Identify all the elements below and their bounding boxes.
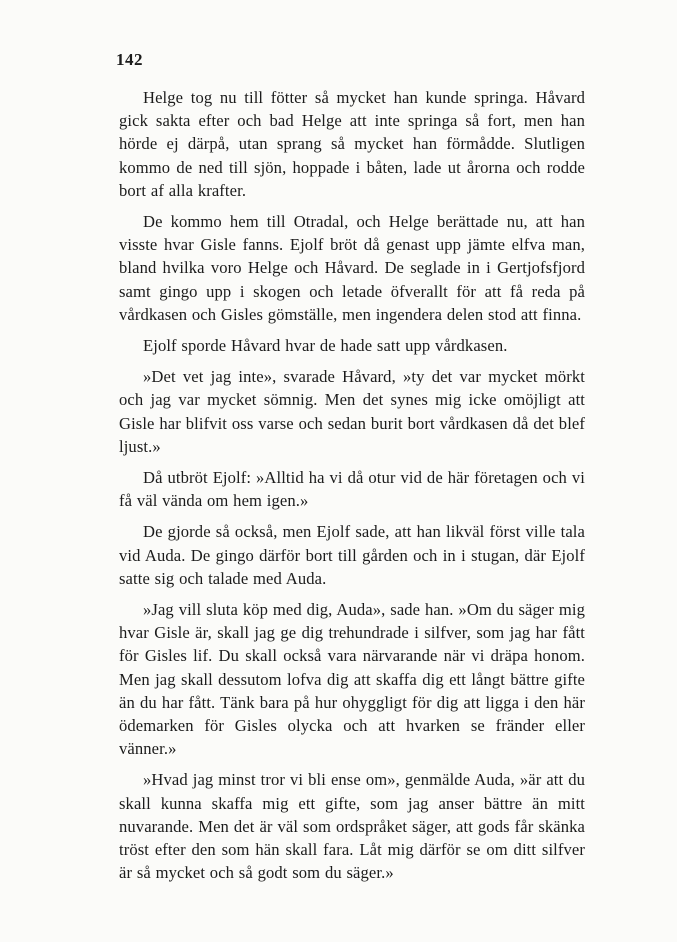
paragraph: »Hvad jag minst tror vi bli ense om», genmälde Auda, »är att du skall kunna skaffa mig ett gifte, som jag anser bättre än mitt nuvarande. Men det är väl som ordspråket säger, att gods får skänka tröst efter den som hän skall fara. Låt mig därför se om ditt silfver är så mycket och så godt som du säger.» xyxy=(119,770,585,883)
paragraph: De kommo hem till Otradal, och Helge berättade nu, att han visste hvar Gisle fanns. Ejolf bröt då genast upp jämte elfva man, bland hvilka voro Helge och Håvard. De seglade in i Gertjofsfjord samt gingo upp i skogen och letade öfverallt för att få reda på vårdkasen och Gisles gömställe, men ingendera delen stod att finna. xyxy=(119,212,585,324)
paragraph: Helge tog nu till fötter så mycket han kunde springa. Håvard gick sakta efter och bad Helge att inte springa så fort, men han hörde ej därpå, utan sprang så mycket han förmådde. Slutligen kommo de ned till sjön, hoppade i båten, lade ut årorna och rodde bort af alla krafter. xyxy=(119,88,585,200)
paragraph: Då utbröt Ejolf: »Alltid ha vi då otur vid de här företagen och vi få väl vända om hem igen.» xyxy=(119,468,585,511)
paragraph: »Det vet jag inte», svarade Håvard, »ty det var mycket mörkt och jag var mycket sömnig. Men det synes mig icke omöjligt att Gisle har blifvit oss varse och sedan burit bort vårdkasen då det blef ljust.» xyxy=(119,367,585,456)
paragraph: Ejolf sporde Håvard hvar de hade satt upp vårdkasen. xyxy=(143,336,508,356)
body-text xyxy=(119,86,585,893)
page-number: 142 xyxy=(116,50,143,69)
paragraph: »Jag vill sluta köp med dig, Auda», sade han. »Om du säger mig hvar Gisle är, skall jag ge dig trehundrade i silfver, som jag har fått för Gisles lif. Du skall också vara närvarande när vi dräpa honom. Men jag skall dessutom lofva dig att skaffa dig ett långt bättre gifte än du har fått. Tänk bara på hur ohyggligt för dig att ligga i den här ödemarken för Gisles olycka och att hvarken se fränder eller vänner.» xyxy=(119,600,585,759)
paragraph: De gjorde så också, men Ejolf sade, att han likväl först ville tala vid Auda. De gingo därför bort till gården och in i stugan, där Ejolf satte sig och talade med Auda. xyxy=(119,522,585,588)
